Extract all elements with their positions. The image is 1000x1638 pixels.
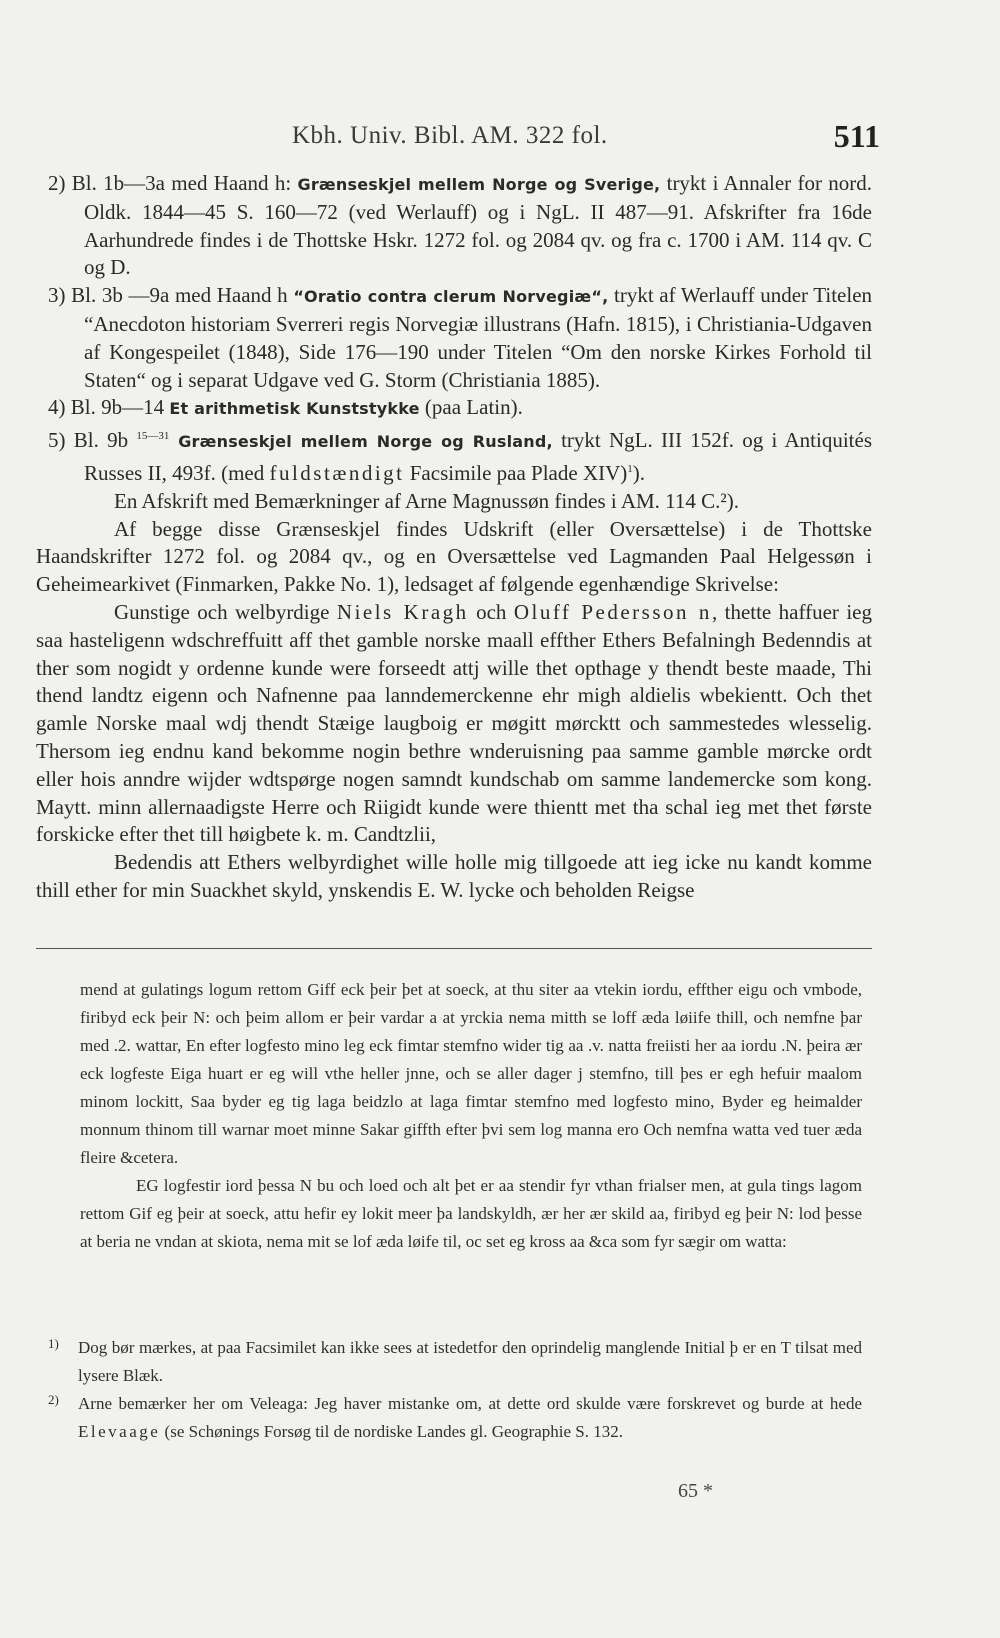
entry-2 <box>36 170 872 282</box>
letter-text: och <box>468 599 514 624</box>
entry-heading: Grænseskjel mellem Norge og Sverige, <box>297 175 661 194</box>
quoted-text <box>80 976 862 1256</box>
entry-text: Bl. 1b—3a med Haand h: <box>71 171 298 195</box>
entry-4 <box>36 394 872 423</box>
entry-text: Bl. 3b —9a med Haand h <box>71 283 294 308</box>
main-text <box>36 170 872 905</box>
entry-text: trykt af Werlauff under Titelen “Anecdoton historiam Sverreri regis Norvegiæ illustrans (Hafn. 1815), i Christiania-Udgaven af Kongespeilet (1848), Side 176—190 under Titelen “Om den norske Kirkes Forhold til Staten“ og i separat Udgave ved G. Storm (Christiania 1885). <box>84 283 873 392</box>
letter-name: Oluff Pedersson n <box>513 599 712 624</box>
letter-text: Gunstige och welbyrdige <box>114 599 337 624</box>
entry-5 <box>36 423 872 488</box>
footnote-mark: 2) <box>48 1392 59 1407</box>
footnote-text: Arne bemærker her om Veleaga: Jeg haver mistanke om, at dette ord skulde være forskrevet og burde at hede <box>78 1394 862 1413</box>
entry-label: 3) <box>48 283 66 308</box>
footnote-text: (se Schønings Forsøg til de nordiske Landes gl. Geographie S. 132. <box>160 1422 624 1441</box>
running-title: Kbh. Univ. Bibl. AM. 322 fol. <box>292 122 608 149</box>
page-number: 511 <box>833 118 880 154</box>
footnotes <box>48 1334 862 1446</box>
quote-paragraph: mend at gulatings logum rettom Giff eck þeir þet at soeck, at thu siter aa vtekin iordu, effther eigu och vmbode, firibyd eck þeir N: och þeim allom er þeir vardar a at yrckia nema mitth se loff æda løiife thill, och nemfne þar med .2. wattar, En efter logfesto mino leg eck fimtar stemfno wider tig aa .v. natta freiisti her aa iordu .N. þeira ær eck logfeste Eiga huart er eg will vthe heller jnne, och se aller dager j stemfno, till þes er egh hefuir maalom minom lockitt, Saa byder eg tig laga beidzlo at laga fimtar stemfno med logfesto mino, Byder eg heimalder monnum thinom till warnar moet minne Sakar giffth efter þvi sem log manna ero Och nemfna watta ved tuer æda fleire &cetera. <box>80 980 862 1167</box>
footnote-mark: 1) <box>48 1336 59 1351</box>
footnote-text: Dog bør mærkes, at paa Facsimilet kan ikke sees at istedetfor den oprindelig manglende Initial þ er en T tilsat med lysere Blæk. <box>78 1338 862 1385</box>
superscript: 15—31 <box>136 430 170 443</box>
footnote-1 <box>48 1334 862 1390</box>
entry-text: ). <box>632 460 646 485</box>
footnote-ref: 1 <box>627 462 633 475</box>
entry-text: trykt i Annaler for nord. Oldk. 1844—45 S. 160—72 (ved Werlauff) og i NgL. II 487—91. Afskrifter fra 16de Aarhundrede findes i de Thottske Hskr. 1272 fol. og 2084 qv. og fra c. 1700 i AM. 114 qv. C og D. <box>84 171 872 280</box>
entry-text: Bl. 9b—14 <box>70 395 170 420</box>
entry-text: trykt NgL. III 152f. og i Antiquités Russes II, 493f. (med <box>84 428 872 485</box>
divider-rule <box>36 948 872 949</box>
letter-text: , thette haffuer ieg saa hasteligenn wdschreffuitt aff thet gamble norske maall effther Ethers Befalningh Bedenndis at ther som nogidt y ordenne kunde were forseedt attj wille thet opthage y thendt beste maade, Thi thend landtz eigenn och Nafnenne paa lanndemerckenne ehr migh aldielis wbekientt. Och thet gamle Norske maal wdj thendt Stæige laugboig er møgitt mørcktt och sammestedes wlesselig. Thersom ieg endnu kand bekomme nogin bethre wnderuisning paa samme gamble mørcke ordt eller hois anndre wijder wdtspørge nogen samndt kundschab om samme landemercke som kong. Maytt. minn allernaadigste Herre och Riigidt kunde were thientt met tha schal ieg met thet første forskicke efter thet till høigbete k. m. Candtzlii, <box>36 599 873 847</box>
entry-label: 4) <box>48 395 66 420</box>
footnote-2 <box>48 1390 862 1446</box>
letter-body <box>36 599 872 849</box>
entry-3 <box>36 282 872 394</box>
entry-heading: Et arithmetisk Kunststykke <box>169 399 420 419</box>
quote-paragraph: EG logfestir iord þessa N bu och loed och alt þet er aa stendir fyr vthan frialser men, at gula tings lagom rettom Gif eg þeir at soeck, attu hefir ey lokit meer þa landskyldh, ær her ær skild aa, firibyd eg þeir N: lod þesse at beria ne vndan at skiota, nema mit se lof æda løife til, oc set eg kross aa &ca som fyr sægir om watta: <box>80 1176 862 1251</box>
letter-name: Niels Kragh <box>336 599 469 624</box>
entry-text: Facsimile paa Plade XIV) <box>404 460 628 485</box>
entry-label: 2) <box>48 171 66 195</box>
spaced-word: fuldstændigt <box>269 460 405 485</box>
entry-text: (paa Latin). <box>419 395 523 420</box>
entry-label: 5) <box>48 428 66 453</box>
page-header <box>0 118 1000 158</box>
letter-closing: Bedendis att Ethers welbyrdighet wille holle mig tillgoede att ieg icke nu kandt komme thill ether for min Suackhet skyld, ynskendis E. W. lycke och beholden Reigse <box>36 850 872 902</box>
entry-heading: “Oratio contra clerum Norvegiæ“, <box>293 287 609 307</box>
paragraph-grænseskjel: Af begge disse Grænseskjel findes Udskrift (eller Oversættelse) i de Thottske Haandskrifter 1272 fol. og 2084 qv., og en Oversættelse ved Lagmanden Paal Helgessøn i Geheimearkivet (Finmarken, Pakke No. 1), ledsaget af følgende egenhændige Skrivelse: <box>36 516 872 597</box>
entry-text: Bl. 9b <box>73 428 137 453</box>
spaced-word: Elevaage <box>78 1422 161 1441</box>
paragraph-afskrift: En Afskrift med Bemærkninger af Arne Magnussøn findes i AM. 114 C.²). <box>114 488 739 513</box>
sheet-mark: 65 * <box>678 1480 713 1502</box>
entry-heading: Grænseskjel mellem Norge og Rusland, <box>169 432 553 452</box>
